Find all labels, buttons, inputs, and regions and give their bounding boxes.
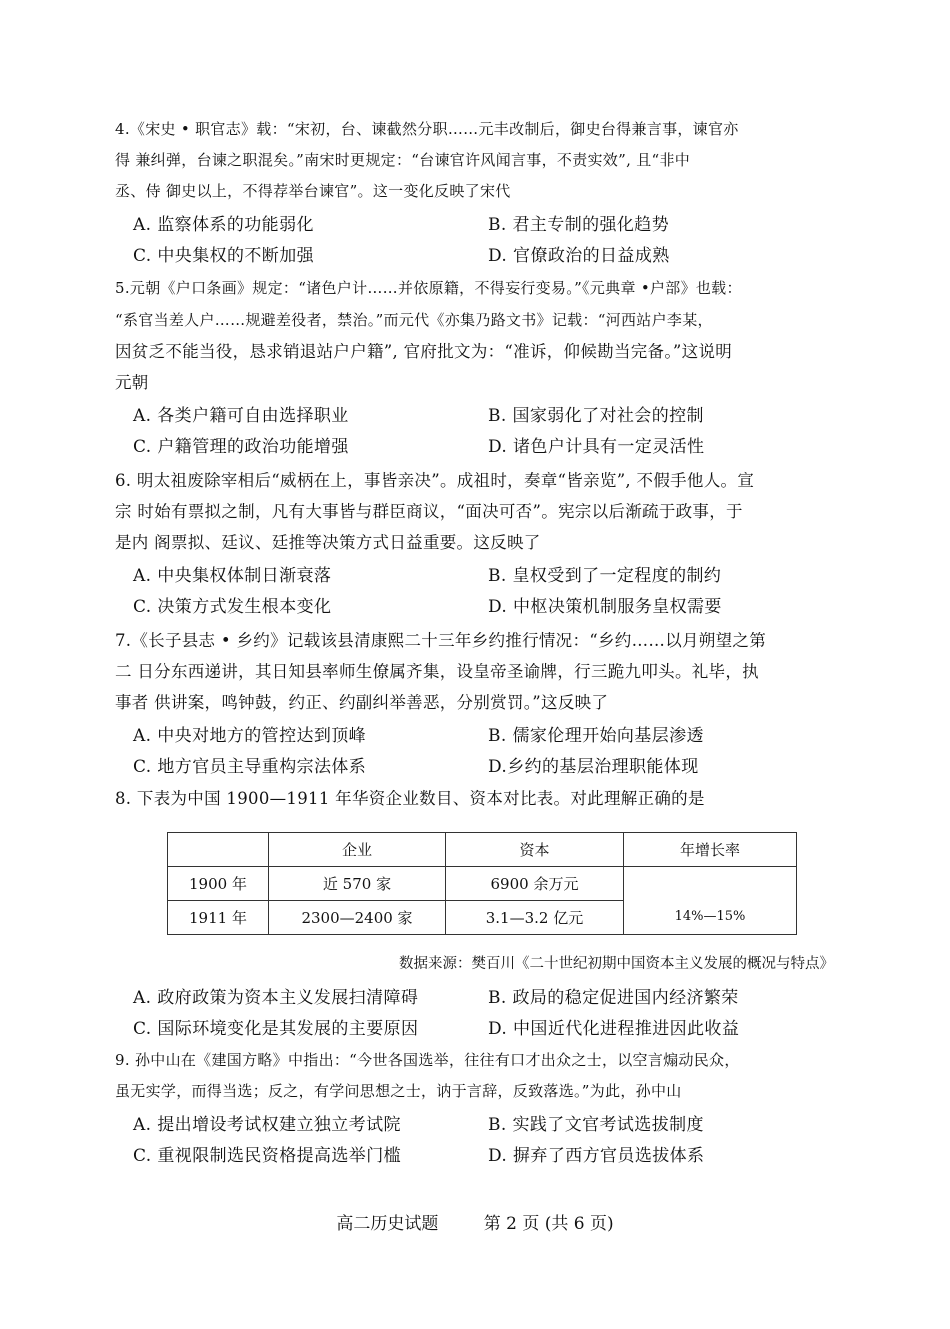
question-9: [115, 1045, 837, 1169]
table-cell: 6900 余万元: [446, 867, 624, 901]
table-header: 企业: [269, 833, 446, 867]
question-8-options: [115, 980, 837, 1042]
options: [115, 980, 837, 1042]
options: [115, 398, 837, 460]
option-a: A. 中央对地方的管控达到顶峰: [133, 726, 367, 746]
question-stem: 6. 明太祖废除宰相后“威柄在上，事皆亲决”。成祖时，奏章“皆亲览”, 不假手他人。宣 宗 时始有票拟之制，凡有大事皆与群臣商议，“面决可否”。宪宗以后渐疏于政事，于 是内 阁票拟、廷议、廷推等决策方式日益重要。这反映了: [115, 471, 755, 552]
options: [115, 558, 837, 620]
table-cell-growth: 14%—15%: [624, 867, 797, 935]
option-b: B. 皇权受到了一定程度的制约: [488, 566, 722, 586]
option-c: C. 决策方式发生根本变化: [133, 597, 332, 617]
option-a: A. 各类户籍可自由选择职业: [133, 406, 349, 426]
table-header: 资本: [446, 833, 624, 867]
question-stem: 7.《长子县志 • 乡约》记载该县清康熙二十三年乡约推行情况：“乡约……以月朔望之第 二 日分东西递讲，其日知县率师生僚属齐集，设皇帝圣谕牌，行三跪九叩头。礼毕，执 事者 供讲案，鸣钟鼓，约正、约副纠举善恶，分别赏罚。”这反映了: [115, 631, 766, 712]
option-b: B. 君主专制的强化趋势: [488, 215, 670, 235]
option-c: C. 中央集权的不断加强: [133, 246, 315, 266]
options: [115, 207, 837, 269]
data-table: [167, 832, 797, 935]
table-header-row: [168, 833, 797, 867]
table-cell: 3.1—3.2 亿元: [446, 901, 624, 935]
question-6: [115, 465, 837, 620]
table-header: 年增长率: [624, 833, 797, 867]
option-d: D. 官僚政治的日益成熟: [488, 246, 670, 266]
option-c: C. 户籍管理的政治功能增强: [133, 437, 349, 457]
option-a: A. 政府政策为资本主义发展扫清障碍: [133, 988, 419, 1008]
table-cell: 1900 年: [168, 867, 269, 901]
question-4: [115, 114, 837, 269]
table-source: 数据来源：樊百川《二十世纪初期中国资本主义发展的概况与特点》: [399, 956, 834, 972]
option-d: D. 中枢决策机制服务皇权需要: [488, 597, 722, 617]
option-d: D. 摒弃了西方官员选拔体系: [488, 1146, 705, 1166]
question-stem: 8. 下表为中国 1900—1911 年华资企业数目、资本对比表。对此理解正确的是: [115, 789, 705, 808]
question-stem: 5.元朝《户口条画》规定：“诸色户计……并依原籍，不得妄行变易。”《元典章 •户部》也载： “系官当差人户……规避差役者，禁治。”而元代《亦集乃路文书》记载：“河西站户李某， 因贫乏不能当役，恳求销退站户户籍”, 官府批文为：“准诉，仰候勘当完备。”这说明 元朝: [115, 279, 742, 392]
option-a: A. 提出增设考试权建立独立考试院: [133, 1115, 401, 1135]
option-b: B. 儒家伦理开始向基层渗透: [488, 726, 704, 746]
table-cell: 1911 年: [168, 901, 269, 935]
question-7: [115, 625, 837, 780]
option-a: A. 监察体系的功能弱化: [133, 215, 314, 235]
table-cell: 近 570 家: [269, 867, 446, 901]
question-stem: 9. 孙中山在《建国方略》中指出：“今世各国选举，往往有口才出众之士，以空言煽动民众， 虽无实学，而得当选；反之，有学问思想之士，讷于言辞，反致落选。”为此，孙中山: [115, 1051, 740, 1100]
footer-page-number: 第 2 页 (共 6 页): [483, 1214, 614, 1234]
option-b: B. 国家弱化了对社会的控制: [488, 406, 704, 426]
table-row: [168, 867, 797, 901]
option-b: B. 实践了文官考试选拔制度: [488, 1115, 704, 1135]
question-5: [115, 272, 837, 460]
options: [115, 1107, 837, 1169]
footer-title: 高二历史试题: [336, 1214, 439, 1234]
options: [115, 718, 837, 780]
option-b: B. 政局的稳定促进国内经济繁荣: [488, 988, 739, 1008]
question-stem: 4.《宋史 • 职官志》载：“宋初，台、谏截然分职……元丰改制后，御史台得兼言事，谏官亦 得 兼纠弹，台谏之职混矣。”南宋时更规定：“台谏官许风闻言事，不责实效”, 且“非中 丞、侍 御史以上，不得荐举台谏官”。这一变化反映了宋代: [115, 120, 739, 200]
question-8: [115, 783, 837, 814]
option-c: C. 地方官员主导重构宗法体系: [133, 757, 367, 777]
option-c: C. 重视限制选民资格提高选举门槛: [133, 1146, 402, 1166]
table-cell: 2300—2400 家: [269, 901, 446, 935]
table-header: [168, 833, 269, 867]
option-d: D.乡约的基层治理职能体现: [488, 757, 699, 777]
page-footer: [0, 1209, 950, 1234]
option-d: D. 中国近代化进程推进因此收益: [488, 1019, 740, 1039]
option-a: A. 中央集权体制日渐衰落: [133, 566, 332, 586]
option-d: D. 诸色户计具有一定灵活性: [488, 437, 705, 457]
option-c: C. 国际环境变化是其发展的主要原因: [133, 1019, 419, 1039]
